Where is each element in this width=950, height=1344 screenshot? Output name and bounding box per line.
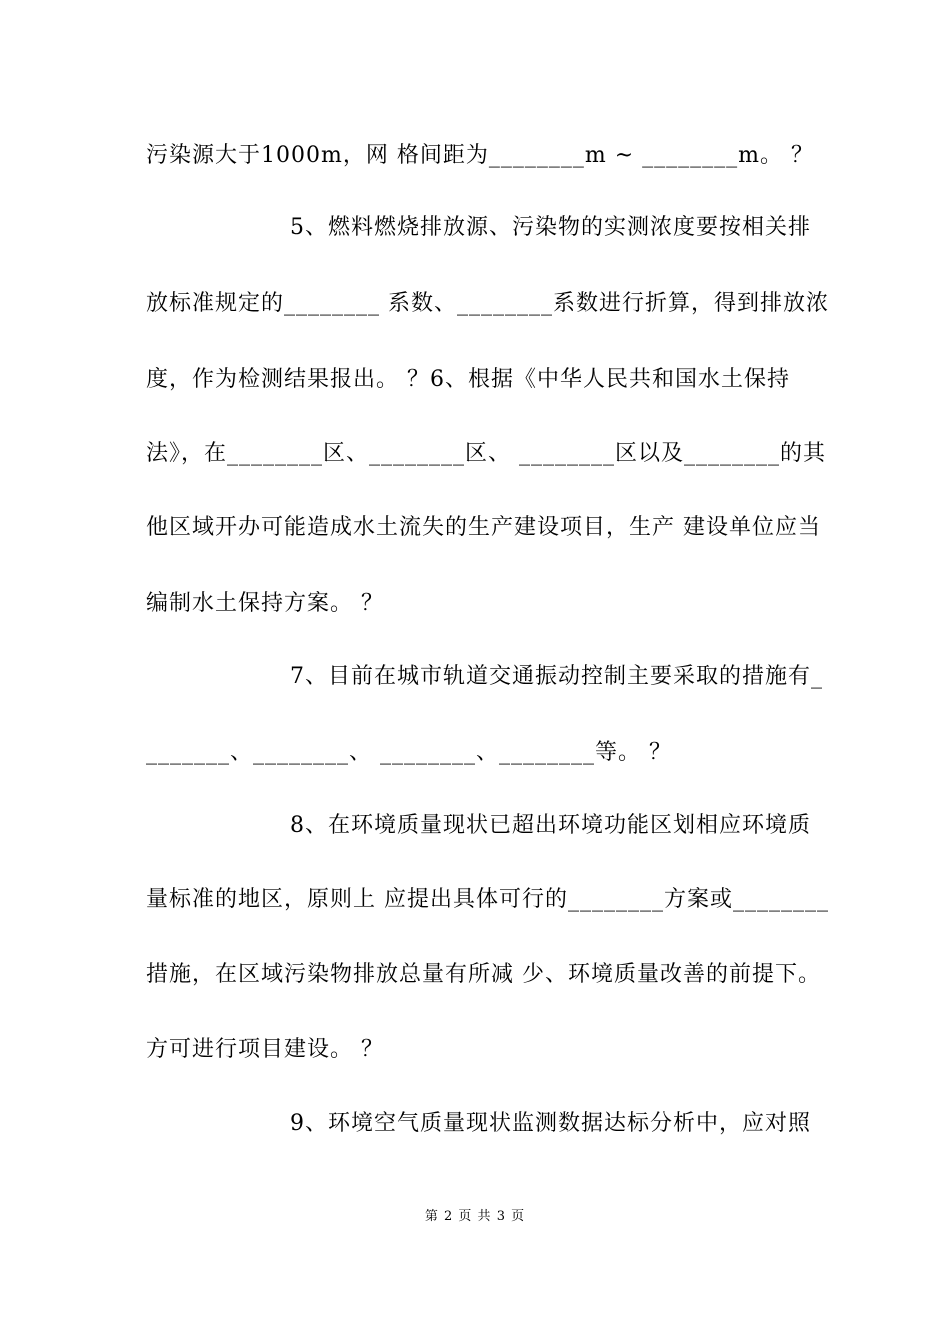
text-line: 法》，在________区、________区、 ________区以及________的其	[146, 441, 826, 466]
text-line: 措施，在区域污染物排放总量有所减 少、环境质量改善的前提下。	[146, 962, 821, 987]
text-line: 污染源大于1000m，网 格间距为________m ~ ________m。 ？	[146, 143, 814, 168]
text-line: 7、目前在城市轨道交通振动控制主要采取的措施有_	[290, 664, 823, 689]
page-footer: 第 2 页 共 3 页	[424, 1209, 526, 1224]
text-line: 度，作为检测结果报出。 ？6、根据《中华人民共和国水土保持	[146, 367, 790, 392]
text-line: 他区域开办可能造成水土流失的生产建设项目，生产 建设单位应当	[146, 515, 821, 540]
text-line: _______、________、 ________、________等。 ？	[146, 740, 672, 765]
text-line: 8、在环境质量现状已超出环境功能区划相应环境质	[290, 813, 811, 838]
text-line: 放标准规定的________ 系数、________系数进行折算，得到排放浓	[146, 291, 829, 316]
text-line: 方可进行项目建设。 ？	[146, 1037, 384, 1062]
text-line: 编制水土保持方案。 ？	[146, 591, 384, 616]
text-line: 5、燃料燃烧排放源、污染物的实测浓度要按相关排	[290, 215, 811, 240]
text-line: 9、环境空气质量现状监测数据达标分析中，应对照	[290, 1111, 811, 1136]
text-line: 量标准的地区，原则上 应提出具体可行的________方案或________	[146, 887, 829, 912]
